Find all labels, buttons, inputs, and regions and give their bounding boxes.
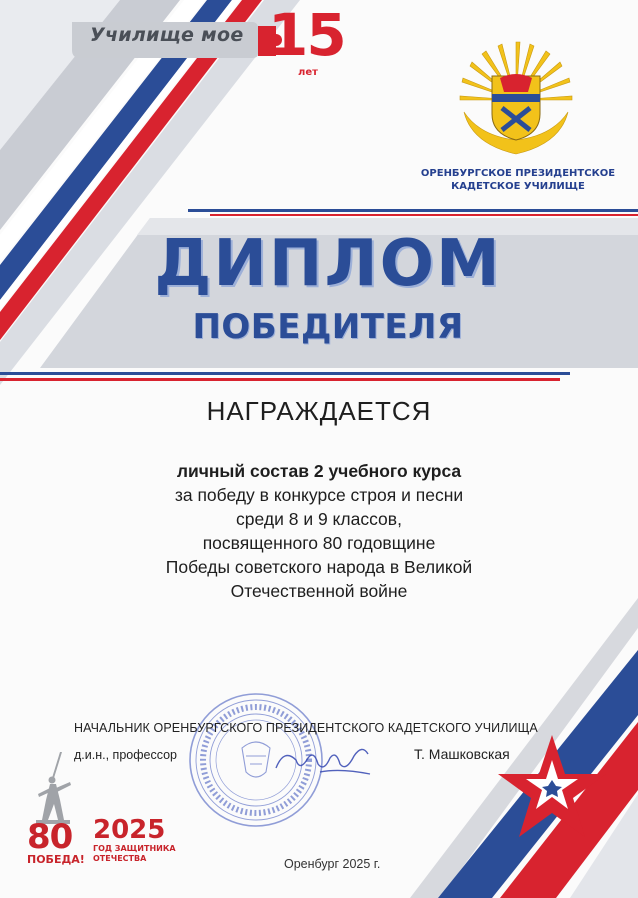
signature xyxy=(270,738,380,784)
diploma-title: ДИПЛОМ xyxy=(154,227,502,301)
year-2025-logo xyxy=(93,816,176,863)
school-name-line2: КАДЕТСКОЕ УЧИЛИЩЕ xyxy=(451,181,585,192)
city-date: Оренбург 2025 г. xyxy=(284,857,381,871)
badge-number: 15 xyxy=(268,1,345,69)
victory-80-word: ПОБЕДА! xyxy=(27,853,85,866)
badge-text: Училище мое xyxy=(90,24,244,46)
victory-80-number: 80 xyxy=(27,817,73,857)
school-emblem-icon xyxy=(458,40,574,160)
year-2025-line1: ГОД ЗАЩИТНИКА xyxy=(93,844,176,853)
awarded-label: НАГРАЖДАЕТСЯ xyxy=(206,396,432,426)
year-2025-number: 2025 xyxy=(93,815,166,845)
description-line: посвященного 80 годовщине xyxy=(202,533,436,553)
badge-suffix: лет xyxy=(298,67,318,78)
description-line: Победы советского народа в Великой xyxy=(165,557,473,577)
year-2025-line2: ОТЕЧЕСТВА xyxy=(93,853,147,863)
recipient: личный состав 2 учебного курса xyxy=(176,461,462,481)
description-line: за победу в конкурсе строя и песни xyxy=(174,485,464,505)
description-line: среди 8 и 9 классов, xyxy=(236,509,402,529)
school-name-line1: ОРЕНБУРГСКОЕ ПРЕЗИДЕНТСКОЕ xyxy=(420,168,616,179)
signatory-position: НАЧАЛЬНИК ОРЕНБУРГСКОГО ПРЕЗИДЕНТСКОГО КАДЕТСКОГО УЧИЛИЩА xyxy=(74,721,538,735)
signatory-name: Т. Машковская xyxy=(414,746,510,762)
award-text xyxy=(80,459,558,603)
diploma-subtitle: ПОБЕДИТЕЛЯ xyxy=(192,307,464,347)
description-line: Отечественной войне xyxy=(230,581,408,601)
anniversary-badge xyxy=(0,0,360,90)
victory-80-logo xyxy=(27,817,85,866)
motherland-statue-icon xyxy=(30,748,76,826)
signatory-degree: д.и.н., профессор xyxy=(74,748,177,762)
school-name xyxy=(420,167,616,193)
